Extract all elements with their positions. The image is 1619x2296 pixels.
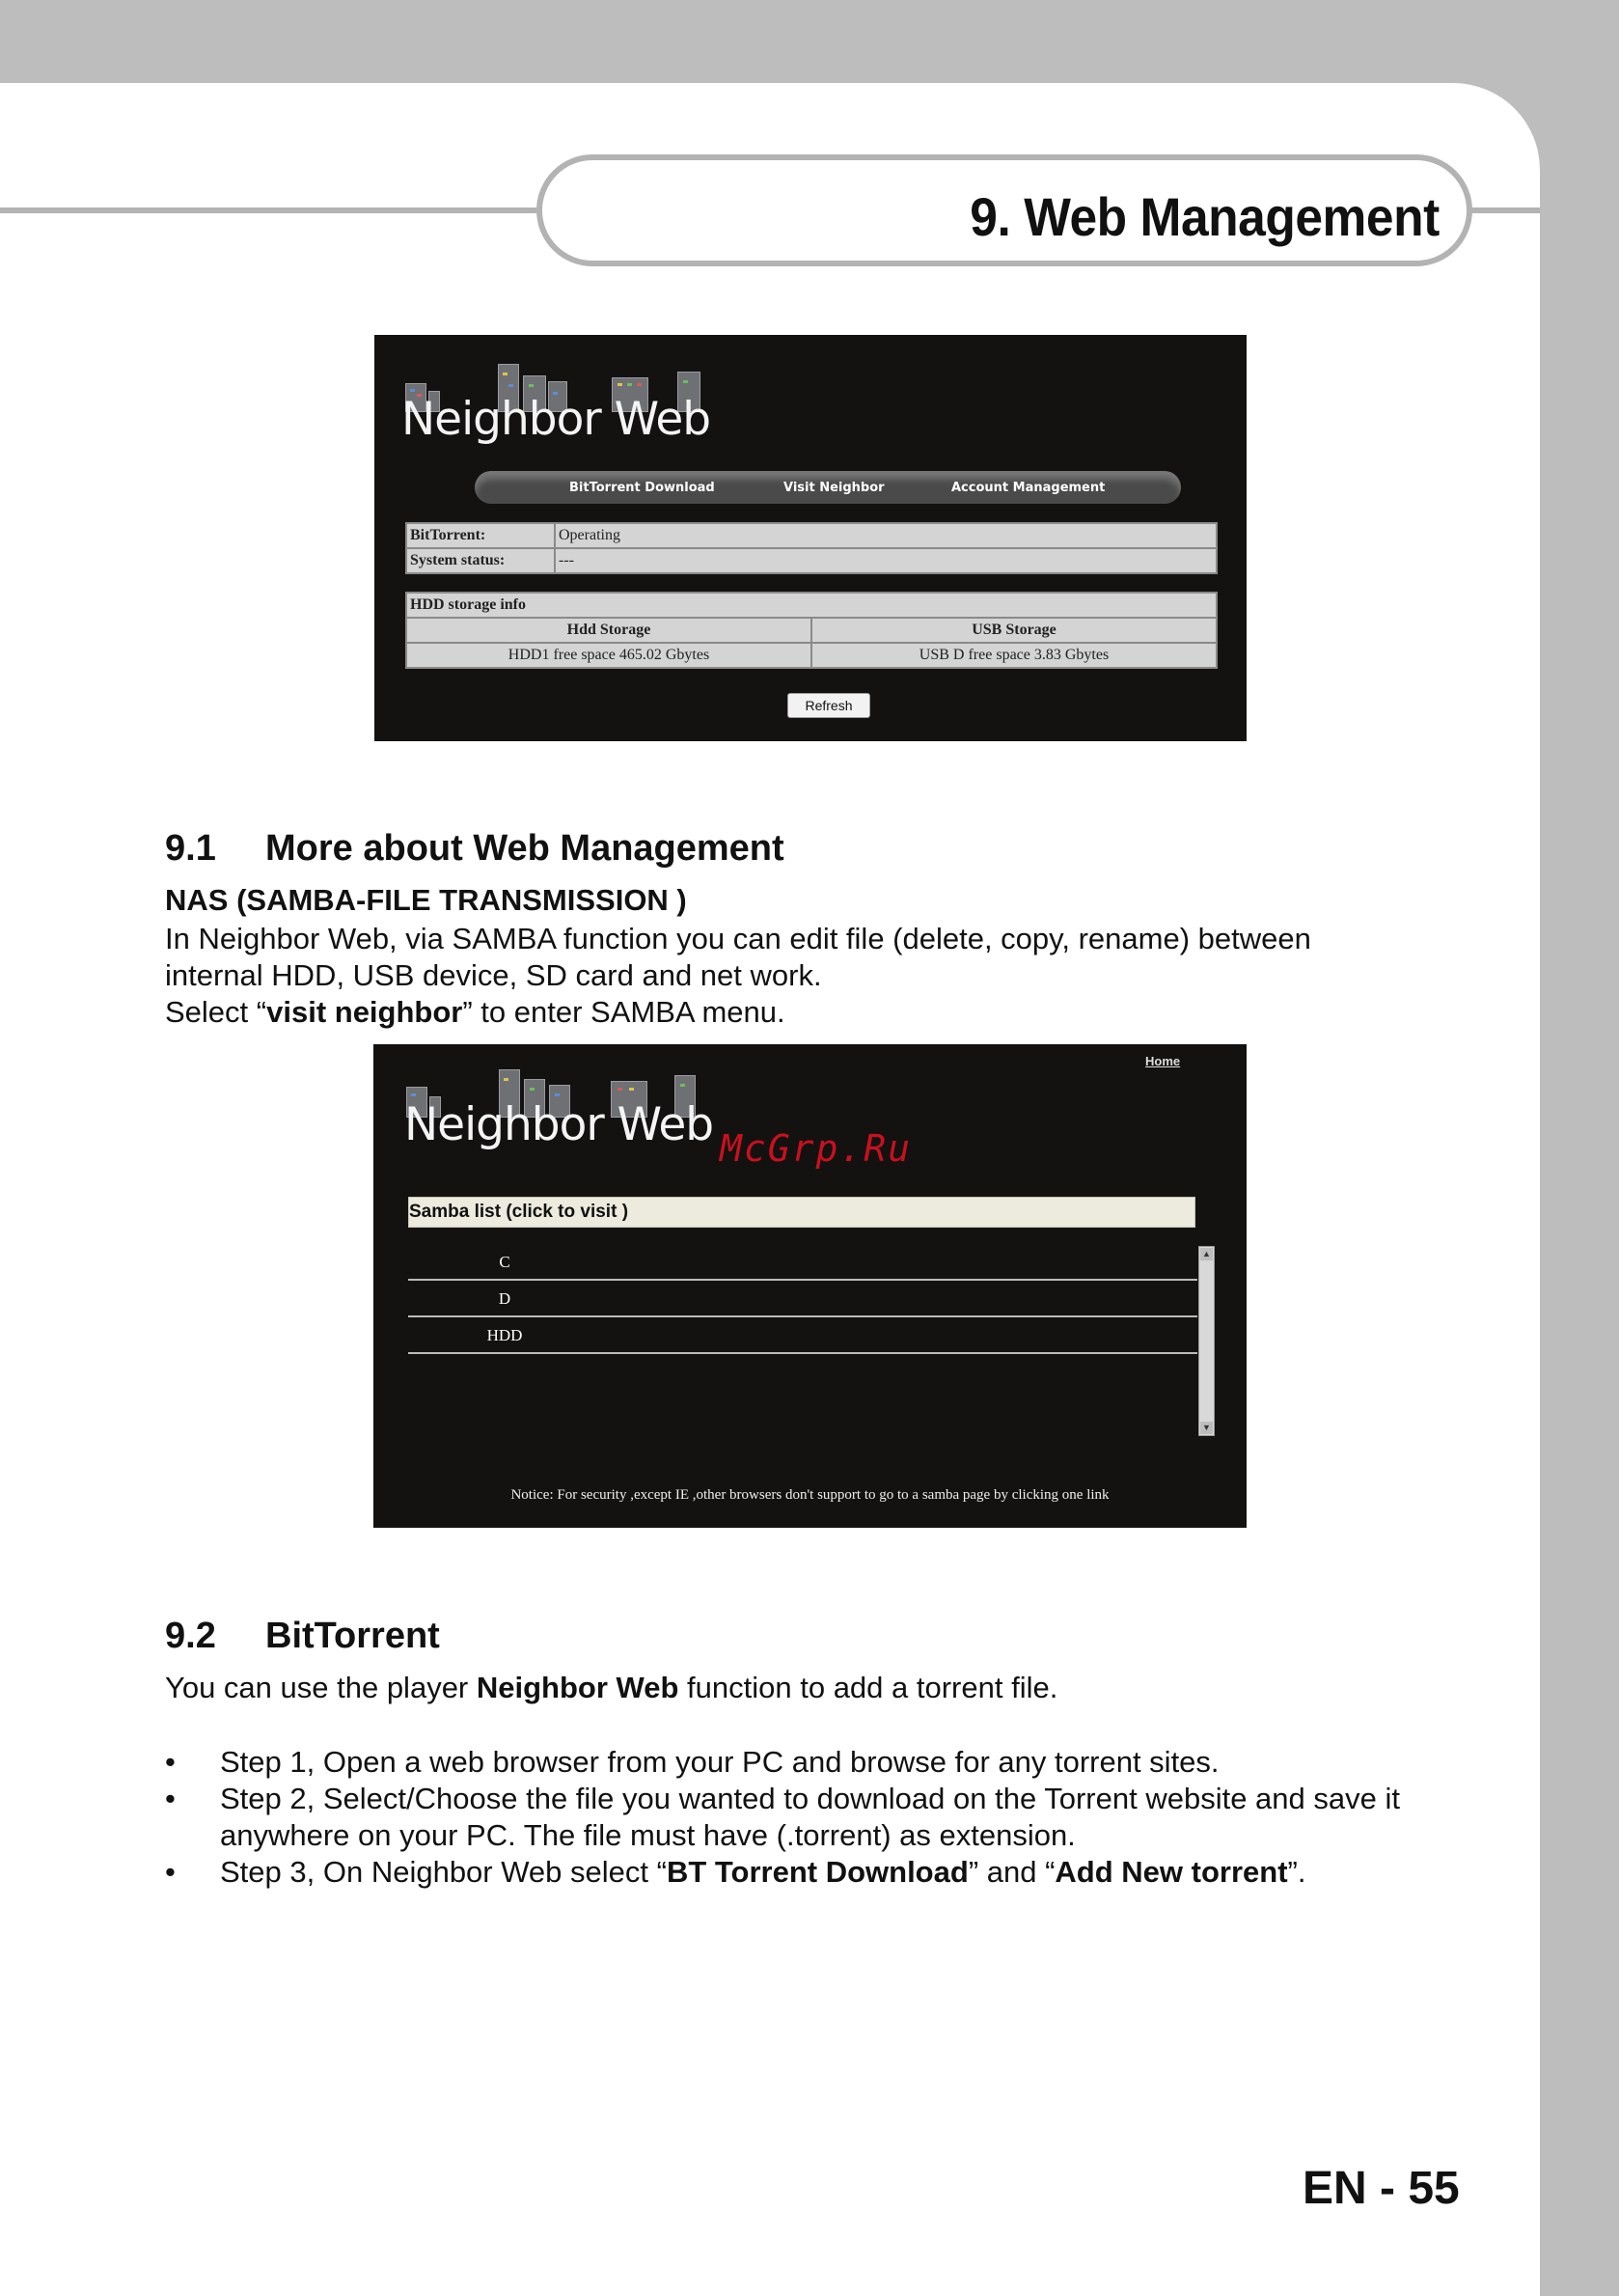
usb-free-space: USB D free space 3.83 Gbytes [811,643,1217,668]
watermark: McGrp.Ru [720,1127,913,1170]
samba-list-title: Samba list (click to visit ) [408,1197,1195,1228]
page-number: EN - 55 [1303,2163,1460,2214]
section-9-2-heading [165,1616,440,1657]
bittorrent-label: BitTorrent: [406,523,555,548]
logo-text: Neighbor Web [404,1098,714,1151]
nav-visit-neighbor[interactable]: Visit Neighbor [783,481,885,495]
add-new-torrent-emphasis: Add New torrent [1055,1855,1288,1889]
hdd-info-title: HDD storage info [406,593,1217,618]
section-9-1-heading [165,828,784,870]
visit-neighbor-emphasis: visit neighbor [266,995,463,1029]
bullet-icon: • [165,1855,176,1889]
hdd-free-space: HDD1 free space 465.02 Gbytes [406,643,811,668]
nav-bar [475,471,1181,504]
paragraph-line: internal HDD, USB device, SD card and net work. [165,958,822,992]
nav-account-management[interactable]: Account Management [951,481,1106,495]
section-title: BitTorrent [265,1616,440,1656]
hdd-storage-header: Hdd Storage [406,618,811,643]
security-notice: Notice: For security ,except IE ,other browsers don't support to go to a samba page by clicking one link [510,1487,1110,1503]
hdd-storage-table [405,592,1218,669]
header-rule-right [1468,207,1540,213]
paragraph-line: In Neighbor Web, via SAMBA function you can edit file (delete, copy, rename) between [165,922,1311,955]
samba-item-c[interactable]: C [408,1244,1197,1281]
step-2-line-2: anywhere on your PC. The file must have (.torrent) as extension. [220,1818,1076,1852]
chapter-tab [536,154,1472,266]
nas-subheading: NAS (SAMBA-FILE TRANSMISSION ) [165,883,687,917]
chapter-title: 9. Web Management [970,186,1440,247]
samba-item-d[interactable]: D [408,1281,1197,1317]
system-status-value: --- [555,548,1217,573]
bt-torrent-download-emphasis: BT Torrent Download [666,1855,969,1889]
status-table [405,522,1218,574]
logo-text: Neighbor Web [401,393,711,446]
refresh-button[interactable]: Refresh [787,693,870,718]
samba-item-hdd[interactable]: HDD [408,1317,1197,1354]
scroll-up-icon[interactable]: ▲ [1200,1248,1213,1260]
scroll-down-icon[interactable]: ▼ [1200,1422,1213,1434]
neighbor-web-emphasis: Neighbor Web [476,1671,679,1704]
bittorrent-value: Operating [555,523,1217,548]
step-3: Step 3, On Neighbor Web select “BT Torrent Download” and “Add New torrent”. [220,1855,1306,1889]
paragraph-line: Select “visit neighbor” to enter SAMBA menu. [165,995,785,1029]
nav-bittorrent-download[interactable]: BitTorrent Download [569,481,715,495]
bullet-icon: • [165,1782,176,1815]
section-number: 9.2 [165,1616,216,1656]
samba-list [408,1244,1197,1354]
intro-paragraph: You can use the player Neighbor Web function to add a torrent file. [165,1671,1058,1704]
home-link[interactable]: Home [1145,1054,1181,1068]
section-number: 9.1 [165,828,216,869]
bullet-icon: • [165,1745,176,1779]
samba-scrollbar[interactable] [1198,1246,1215,1436]
section-title: More about Web Management [265,828,784,869]
neighbor-web-status-screenshot [374,335,1247,741]
usb-storage-header: USB Storage [811,618,1217,643]
header-rule-left [0,207,540,213]
step-1: Step 1, Open a web browser from your PC and browse for any torrent sites. [220,1745,1220,1779]
samba-list-screenshot [373,1044,1247,1528]
step-2-line-1: Step 2, Select/Choose the file you wanted to download on the Torrent website and save it [220,1782,1400,1815]
system-status-label: System status: [406,548,555,573]
